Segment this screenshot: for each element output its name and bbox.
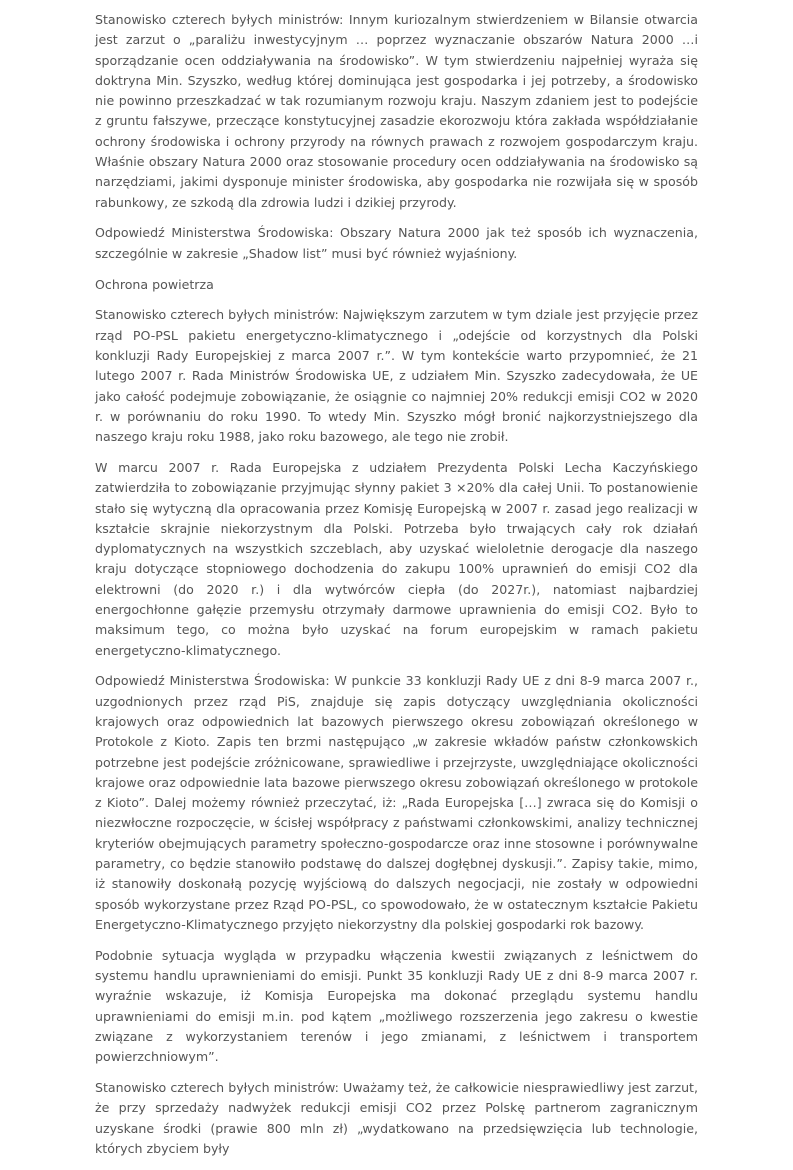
paragraph-forestry-emissions: Podobnie sytuacja wygląda w przypadku włączenia kwestii związanych z leśnictwem do systemu handlu uprawnieniami do emisji. Punkt 35 konkluzji Rady UE z dni 8-9 marca 2007 r. wyraźnie wskazuje, iż Komisja Europejska ma dokonać przeglądu systemu handlu uprawnieniami do emisji m.in. pod kątem „możliwego rozszerzenia jego zakresu o kwestie związane z wykorzystaniem terenów i jego zmianami, z leśnictwem i transportem powierzchniowym”.	[95, 947, 698, 1065]
paragraph-ministry-response-base-year: Odpowiedź Ministerstwa Środowiska: W punkcie 33 konkluzji Rady UE z dni 8-9 marca 2007 r., uzgodnionych przez rząd PiS, znajduje się zapis dotyczący uwzględniania okoliczności krajowych oraz odpowiednich lat bazowych pierwszego okresu zobowiązań określonego w Protokole z Kioto. Zapis ten brzmi następująco „w zakresie wkładów państw członkowskich potrzebne jest podejście zróżnicowane, sprawiedliwe i przejrzyste, uwzględniające okoliczności krajowe oraz odpowiednie lata bazowe pierwszego okresu zobowiązań określonego w protokole z Kioto”. Dalej możemy również przeczytać, iż: „Rada Europejska […] zwraca się do Komisji o niezwłoczne rozpoczęcie, w ścisłej współpracy z państwami członkowskimi, analizy technicznej kryteriów obejmujących parametry społeczno-gospodarcze oraz inne stosowne i porównywalne parametry, co będzie stanowiło podstawę do dalszej dogłębnej dyskusji.”. Zapisy takie, mimo, iż stanowiły doskonałą pozycję wyjściową do dalszych negocjacji, nie zostały w odpowiedni sposób wykorzystane przez Rząd PO-PSL, co spowodowało, że w ostatecznym kształcie Pakietu Energetyczno-Klimatycznego przyjęto niekorzystny dla polskiej gospodarki rok bazowy.	[95, 673, 698, 932]
paragraph-european-council-2007: W marcu 2007 r. Rada Europejska z udziałem Prezydenta Polski Lecha Kaczyńskiego zatwierdziła to zobowiązanie przyjmując słynny pakiet 3 ×20% dla całej Unii. To postanowienie stało się wytyczną dla opracowania przez Komisję Europejską w 2007 r. zasad jego realizacji w kształcie skrajnie niekorzystnym dla Polski. Potrzeba było trwających cały rok działań dyplomatycznych na wszystkich szczeblach, aby uzyskać wieloletnie derogacje dla naszego kraju dotyczące stopniowego dochodzenia do zakupu 100% uprawnień do emisji CO2 dla elektrowni (do 2020 r.) i dla wytwórców ciepła (do 2027r.), natomiast najbardziej energochłonne gałęzie przemysłu otrzymały darmowe uprawnienia do emisji CO2. Było to maksimum tego, co można było uzyskać na forum europejskim w ramach pakietu energetyczno-klimatycznego.	[95, 459, 698, 658]
paragraph-ministers-climate-package: Stanowisko czterech byłych ministrów: Największym zarzutem w tym dziale jest przyjęcie przez rząd PO-PSL pakietu energetyczno-klimatycznego i „odejście od korzystnych dla Polski konkluzji Rady Europejskiej z marca 2007 r.”. W tym kontekście warto przypomnieć, że 21 lutego 2007 r. Rada Ministrów Środowiska UE, z udziałem Min. Szyszko zadecydowała, że UE jako całość podejmuje zobowiązanie, że osiągnie co najmniej 20% redukcji emisji CO2 w 2020 r. w porównaniu do roku 1990. To wtedy Min. Szyszko mógł bronić najkorzystniejszego dla naszego kraju roku 1988, jako roku bazowego, ale tego nie zrobił.	[95, 307, 698, 445]
paragraph-ministry-response-natura: Odpowiedź Ministerstwa Środowiska: Obszary Natura 2000 jak też sposób ich wyznaczenia, szczególnie w zakresie „Shadow list” musi być również wyjaśniony.	[95, 225, 698, 261]
paragraph-ministers-natura: Stanowisko czterech byłych ministrów: Innym kuriozalnym stwierdzeniem w Bilansie otwarcia jest zarzut o „paraliżu inwestycyjnym … poprzez wyznaczanie obszarów Natura 2000 …i sporządzanie ocen oddziaływania na środowisko”. W tym stwierdzeniu najpełniej wyraża się doktryna Min. Szyszko, według której dominująca jest gospodarka i jej potrzeby, a środowisko nie powinno przeszkadzać w tak rozumianym rozwoju kraju. Naszym zdaniem jest to podejście z gruntu fałszywe, przeczące konstytucyjnej zasadzie ekorozwoju która zakłada współdziałanie ochrony środowiska i ochrony przyrody na równych prawach z rozwojem gospodarczym kraju. Właśnie obszary Natura 2000 oraz stosowanie procedury ocen oddziaływania na środowisko są narzędziami, jakimi dysponuje minister środowiska, aby gospodarka nie rozwijała się w sposób rabunkowy, ze szkodą dla zdrowia ludzi i dzikiej przyrody.	[95, 12, 698, 210]
paragraph-ministers-surplus-sales: Stanowisko czterech byłych ministrów: Uważamy też, że całkowicie niesprawiedliwy jest zarzut, że przy sprzedaży nadwyżek redukcji emisji CO2 przez Polskę partnerom zagranicznym uzyskane środki (prawie 800 mln zł) „wydatkowano na przedsięwzięcia lub technologie, których zbyciem były	[95, 1080, 698, 1156]
section-heading-air-protection: Ochrona powietrza	[95, 276, 214, 292]
document-page	[95, 10, 698, 1170]
